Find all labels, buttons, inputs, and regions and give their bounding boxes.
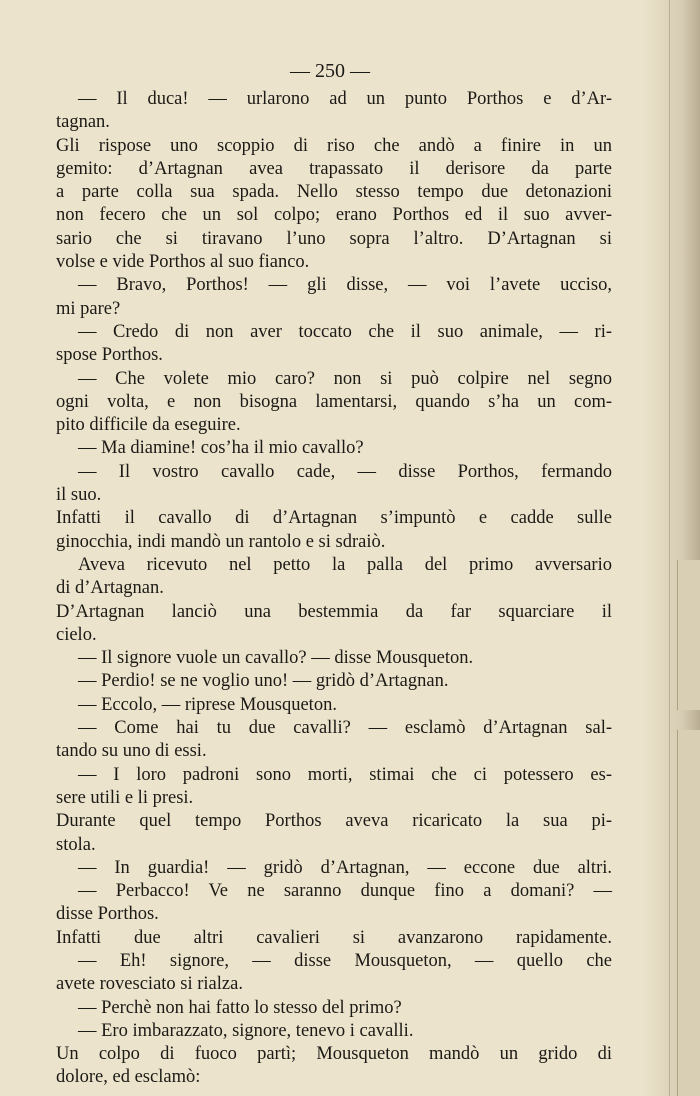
text-line: dolore, ed esclamò:: [56, 1067, 201, 1088]
text-line: — Il vostro cavallo cade, — disse Porthos, fermando: [78, 461, 612, 482]
text-line: disse Porthos.: [56, 904, 159, 925]
text-line: Gli rispose uno scoppio di riso che andò a finire in un: [56, 135, 612, 156]
text-line: — Ero imbarazzato, signore, tenevo i cavalli.: [78, 1020, 414, 1041]
text-line: — Perchè non hai fatto lo stesso del primo?: [78, 997, 402, 1018]
text-line: mi pare?: [56, 298, 121, 319]
text-line: — Eccolo, — riprese Mousqueton.: [78, 694, 337, 715]
text-line: volse e vide Porthos al suo fianco.: [56, 252, 310, 273]
text-line: Durante quel tempo Porthos aveva ricaricato la sua pi-: [56, 811, 612, 832]
text-line: di d’Artagnan.: [56, 578, 164, 599]
text-line: Un colpo di fuoco partì; Mousqueton mandò un grido di: [56, 1044, 612, 1065]
text-line: — Ma diamine! cos’ha il mio cavallo?: [78, 438, 364, 459]
text-line: sere utili e li presi.: [56, 787, 194, 808]
text-line: — Credo di non aver toccato che il suo animale, — ri-: [78, 321, 612, 342]
text-line: pito difficile da eseguire.: [56, 415, 241, 436]
page-edge-tab: [677, 730, 700, 1096]
text-line: — In guardia! — gridò d’Artagnan, — eccone due altri.: [78, 857, 612, 878]
page-fold-line: [669, 0, 670, 1096]
text-line: gemito: d’Artagnan avea trapassato il derisore da parte: [56, 158, 612, 179]
text-line: a parte colla sua spada. Nello stesso tempo due detonazioni: [56, 182, 612, 203]
text-line: D’Artagnan lanciò una bestemmia da far squarciare il: [56, 601, 612, 622]
text-line: stola.: [56, 834, 96, 855]
text-line: spose Porthos.: [56, 345, 163, 366]
page-edge-tab: [677, 560, 700, 710]
text-line: — Il signore vuole un cavallo? — disse Mousqueton.: [78, 648, 474, 669]
text-line: — Perbacco! Ve ne saranno dunque fino a domani? —: [78, 881, 612, 902]
text-line: sario che si tiravano l’uno sopra l’altro. D’Artagnan si: [56, 228, 612, 249]
text-line: Aveva ricevuto nel petto la palla del primo avversario: [78, 554, 612, 575]
text-line: avete rovesciato si rialza.: [56, 974, 243, 995]
text-line: — I loro padroni sono morti, stimai che ci potessero es-: [78, 764, 612, 785]
text-line: — Come hai tu due cavalli? — esclamò d’Artagnan sal-: [78, 718, 612, 739]
text-line: — Che volete mio caro? non si può colpire nel segno: [78, 368, 612, 389]
text-line: — Perdio! se ne voglio uno! — gridò d’Artagnan.: [78, 671, 449, 692]
text-line: ogni volta, e non bisogna lamentarsi, quando s’ha un com-: [56, 391, 612, 412]
text-line: — Il duca! — urlarono ad un punto Porthos e d’Ar-: [78, 89, 612, 109]
page-number: — 250 —: [290, 60, 370, 82]
text-line: tagnan.: [56, 112, 110, 133]
text-line: ginocchia, indi mandò un rantolo e si sdraiò.: [56, 531, 386, 552]
body-text: [56, 88, 612, 1090]
text-line: cielo.: [56, 624, 97, 645]
text-line: Infatti il cavallo di d’Artagnan s’impuntò e cadde sulle: [56, 508, 612, 529]
text-line: Infatti due altri cavalieri si avanzarono rapidamente.: [56, 927, 612, 948]
text-line: — Eh! signore, — disse Mousqueton, — quello che: [78, 950, 612, 971]
text-line: il suo.: [56, 485, 102, 506]
text-line: tando su uno di essi.: [56, 741, 207, 762]
text-line: non fecero che un sol colpo; erano Porthos ed il suo avver-: [56, 205, 612, 226]
text-line: — Bravo, Porthos! — gli disse, — voi l’avete ucciso,: [78, 275, 612, 296]
